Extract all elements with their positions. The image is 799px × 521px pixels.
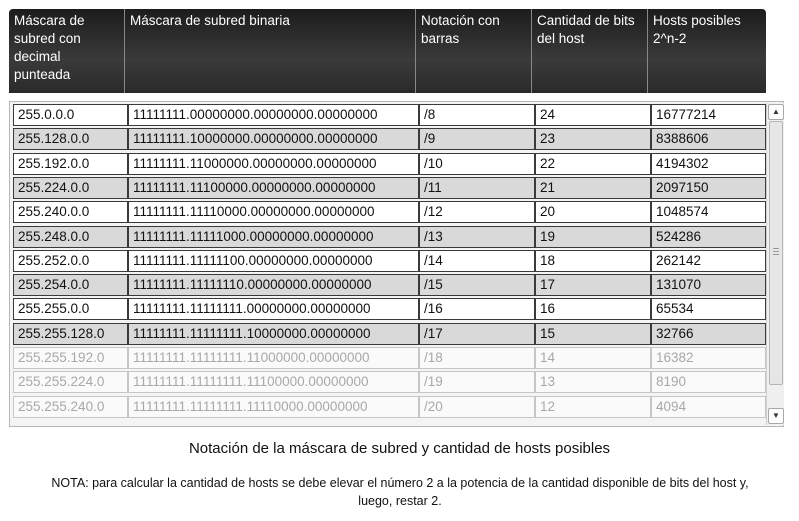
cell-slash: /16 (419, 298, 535, 320)
cell-decimal: 255.255.240.0 (13, 396, 128, 418)
cell-binary: 11111111.11111100.00000000.00000000 (128, 250, 419, 272)
vertical-scrollbar[interactable] (766, 103, 784, 425)
cell-binary: 11111111.00000000.00000000.00000000 (128, 104, 419, 126)
header-possible-hosts: Hosts posibles 2^n-2 (653, 13, 741, 46)
cell-binary: 11111111.11111111.11100000.00000000 (128, 371, 419, 393)
cell-decimal: 255.192.0.0 (13, 153, 128, 175)
cell-slash: /13 (419, 226, 535, 248)
scroll-thumb[interactable] (769, 121, 783, 385)
cell-hosts: 262142 (651, 250, 766, 272)
cell-hosts: 8190 (651, 371, 766, 393)
cell-bits: 22 (535, 153, 651, 175)
cell-bits: 18 (535, 250, 651, 272)
cell-bits: 13 (535, 371, 651, 393)
cell-bits: 17 (535, 274, 651, 296)
cell-slash: /8 (419, 104, 535, 126)
cell-slash: /14 (419, 250, 535, 272)
cell-binary: 11111111.11100000.00000000.00000000 (128, 177, 419, 199)
grip-line (773, 248, 779, 249)
cell-slash: /9 (419, 128, 535, 150)
grip-line (773, 254, 779, 255)
cell-hosts: 32766 (651, 323, 766, 345)
cell-binary: 11111111.11111111.00000000.00000000 (128, 298, 419, 320)
cell-hosts: 131070 (651, 274, 766, 296)
cell-binary: 11111111.11111111.11000000.00000000 (128, 347, 419, 369)
cell-slash: /12 (419, 201, 535, 223)
up-arrow-icon[interactable]: ▲ (768, 104, 784, 120)
cell-bits: 14 (535, 347, 651, 369)
cell-bits: 16 (535, 298, 651, 320)
table-header (9, 9, 766, 93)
cell-hosts: 4194302 (651, 153, 766, 175)
header-slash-notation: Notación con barras (416, 9, 532, 93)
cell-decimal: 255.240.0.0 (13, 201, 128, 223)
cell-decimal: 255.128.0.0 (13, 128, 128, 150)
cell-slash: /19 (419, 371, 535, 393)
cell-binary: 11111111.11111110.00000000.00000000 (128, 274, 419, 296)
cell-bits: 24 (535, 104, 651, 126)
cell-hosts: 1048574 (651, 201, 766, 223)
cell-hosts: 16777214 (651, 104, 766, 126)
cell-decimal: 255.255.128.0 (13, 323, 128, 345)
cell-slash: /15 (419, 274, 535, 296)
cell-hosts: 8388606 (651, 128, 766, 150)
down-arrow-icon[interactable]: ▼ (768, 408, 784, 424)
cell-bits: 15 (535, 323, 651, 345)
cell-hosts: 524286 (651, 226, 766, 248)
cell-slash: /20 (419, 396, 535, 418)
footnote: NOTA: para calcular la cantidad de hosts se debe elevar el número 2 a la potencia de la cantidad disponible de bits del host y, luego, restar 2. (51, 476, 749, 508)
cell-hosts: 4094 (651, 396, 766, 418)
cell-bits: 21 (535, 177, 651, 199)
cell-binary: 11111111.10000000.00000000.00000000 (128, 128, 419, 150)
cell-bits: 12 (535, 396, 651, 418)
cell-decimal: 255.255.192.0 (13, 347, 128, 369)
cell-bits: 20 (535, 201, 651, 223)
cell-decimal: 255.248.0.0 (13, 226, 128, 248)
cell-binary: 11111111.11111111.11110000.00000000 (128, 396, 419, 418)
cell-slash: /18 (419, 347, 535, 369)
cell-binary: 11111111.11110000.00000000.00000000 (128, 201, 419, 223)
cell-binary: 11111111.11111000.00000000.00000000 (128, 226, 419, 248)
cell-slash: /17 (419, 323, 535, 345)
cell-decimal: 255.255.224.0 (13, 371, 128, 393)
cell-bits: 19 (535, 226, 651, 248)
cell-hosts: 65534 (651, 298, 766, 320)
cell-decimal: 255.224.0.0 (13, 177, 128, 199)
cell-decimal: 255.252.0.0 (13, 250, 128, 272)
cell-binary: 11111111.11111111.10000000.00000000 (128, 323, 419, 345)
cell-hosts: 16382 (651, 347, 766, 369)
cell-slash: /11 (419, 177, 535, 199)
subnet-table[interactable] (9, 101, 784, 427)
cell-decimal: 255.0.0.0 (13, 104, 128, 126)
cell-decimal: 255.254.0.0 (13, 274, 128, 296)
cell-hosts: 2097150 (651, 177, 766, 199)
cell-bits: 23 (535, 128, 651, 150)
cell-decimal: 255.255.0.0 (13, 298, 128, 320)
header-binary-mask: Máscara de subred binaria (125, 9, 416, 93)
cell-slash: /10 (419, 153, 535, 175)
grip-line (773, 251, 779, 252)
table-caption: Notación de la máscara de subred y cantidad de hosts posibles (188, 440, 611, 457)
header-decimal-mask: Máscara de subred con decimal punteada (9, 9, 125, 93)
cell-binary: 11111111.11000000.00000000.00000000 (128, 153, 419, 175)
header-host-bits: Cantidad de bits del host (532, 9, 648, 93)
